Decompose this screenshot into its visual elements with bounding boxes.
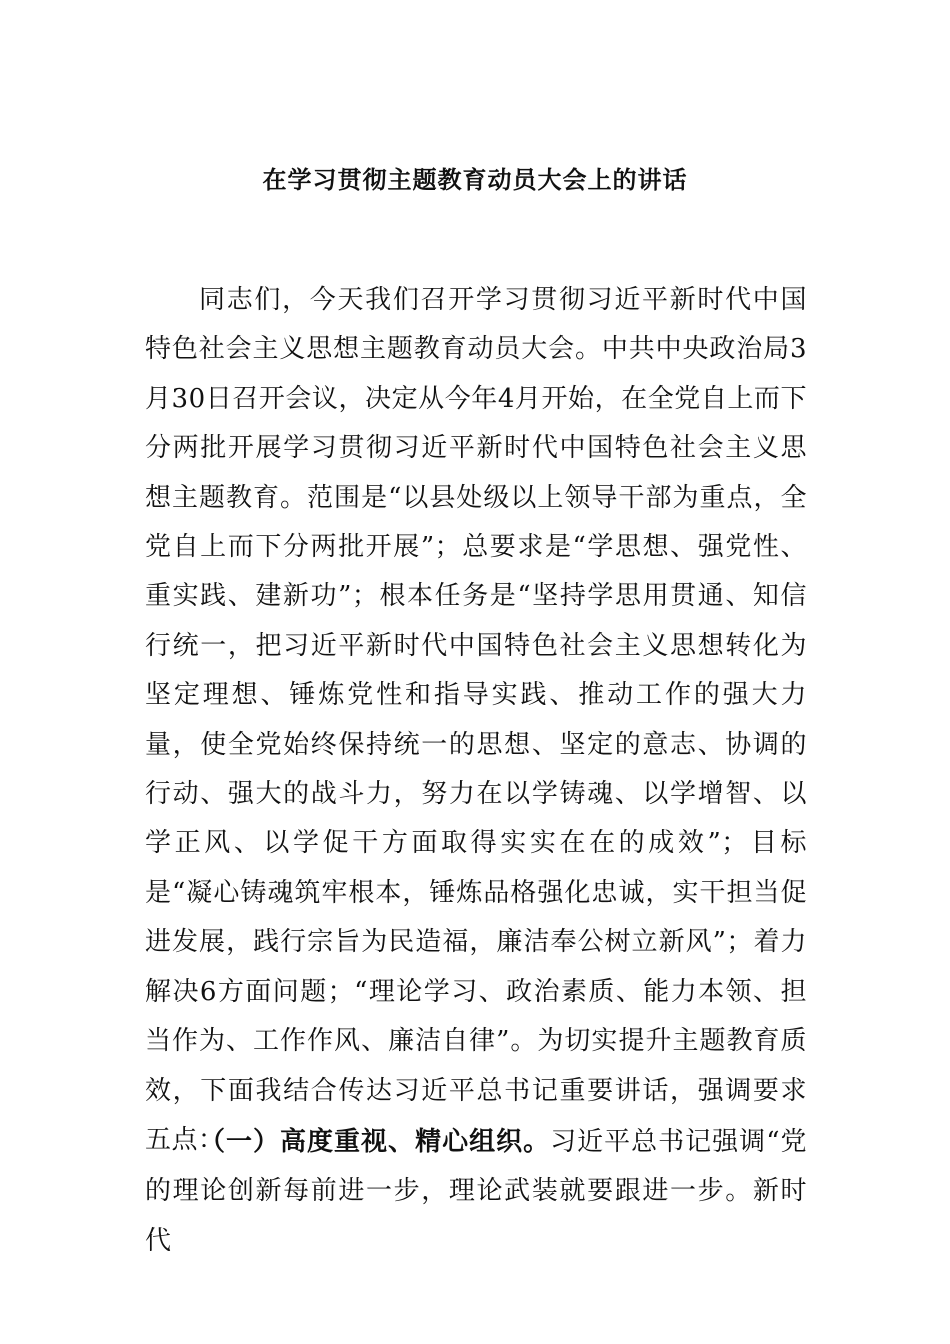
document-title: 在学习贯彻主题教育动员大会上的讲话: [262, 165, 688, 194]
section-one-text: 习近平总书记强调“党的理论创新每前进一步，理论武装就要跟进一步。新时代: [145, 1127, 807, 1256]
section-one-heading: （一）高度重视、精心组织。: [199, 1127, 551, 1157]
section-one-paragraph: [145, 1118, 807, 1266]
opening-paragraph: 同志们，今天我们召开学习贯彻习近平新时代中国特色社会主义思想主题教育动员大会。中共中央政治局3月30日召开会议，决定从今年4月开始，在全党自上而下分两批开展学习贯彻习近平新时代中国特色社会主义思想主题教育。范围是“以县处级以上领导干部为重点，全党自上而下分两批开展”；总要求是“学思想、强党性、重实践、建新功”；根本任务是“坚持学思用贯通、知信行统一，把习近平新时代中国特色社会主义思想转化为坚定理想、锤炼党性和指导实践、推动工作的强大力量，使全党始终保持统一的思想、坚定的意志、协调的行动、强大的战斗力，努力在以学铸魂、以学增智、以学正风、以学促干方面取得实实在在的成效”；目标是“凝心铸魂筑牢根本，锤炼品格强化忠诚，实干担当促进发展，践行宗旨为民造福，廉洁奉公树立新风”；着力解决6方面问题；“理论学习、政治素质、能力本领、担当作为、工作作风、廉洁自律”。为切实提升主题教育质效，下面我结合传达习近平总书记重要讲话，强调要求五点：: [145, 285, 807, 1155]
